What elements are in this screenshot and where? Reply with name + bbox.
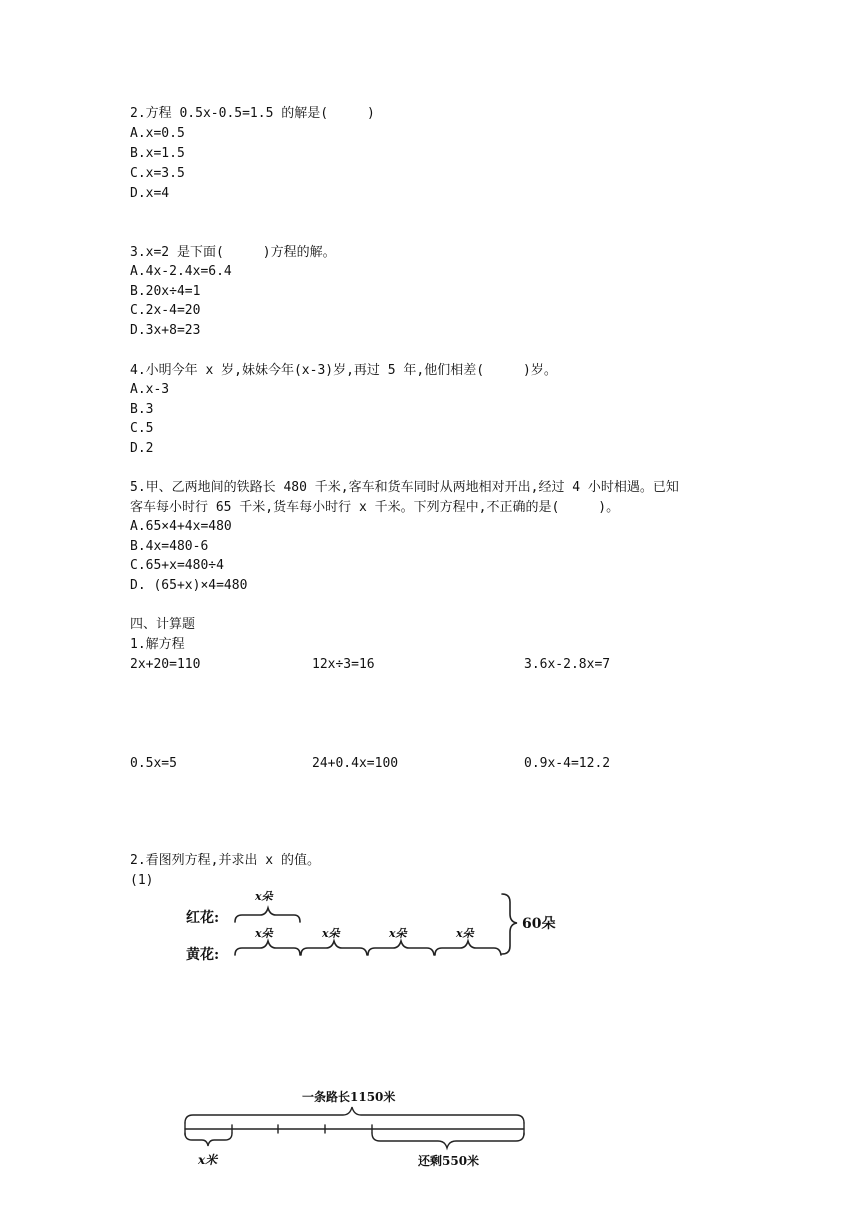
yellow-brace-3: [368, 941, 434, 955]
road-diagram: [180, 1085, 540, 1170]
subsection-diagram-equations: 2.看图列方程,并求出 x 的值。: [130, 853, 320, 868]
equation-2: 12x÷3=16: [312, 657, 375, 672]
subsection-solve-equations: 1.解方程: [130, 637, 185, 652]
total-brace: [502, 894, 517, 954]
question-5-option-b: B.4x=480-6: [130, 539, 209, 554]
question-5-stem-line-2: 客车每小时行 65 千米,货车每小时行 x 千米。下列方程中,不正确的是( )。: [130, 500, 620, 515]
question-3-stem: 3.x=2 是下面( )方程的解。: [130, 245, 336, 260]
red-flower-label: 红花:: [186, 910, 220, 926]
equation-1: 2x+20=110: [130, 657, 201, 672]
yellow-unit-label-2: x朵: [322, 927, 340, 940]
total-label: 60朵: [522, 916, 556, 932]
question-2-option-c: C.x=3.5: [130, 166, 185, 181]
question-5-option-d: D. (65+x)×4=480: [130, 578, 248, 593]
question-5-stem-line-1: 5.甲、乙两地间的铁路长 480 千米,客车和货车同时从两地相对开出,经过 4 小时相遇。已知: [130, 480, 679, 495]
remaining-label: 还剩550米: [418, 1154, 480, 1168]
x-meter-brace: [185, 1133, 232, 1146]
question-4-option-c: C.5: [130, 421, 154, 436]
question-5-option-c: C.65+x=480÷4: [130, 558, 224, 573]
equation-5: 24+0.4x=100: [312, 756, 399, 771]
red-brace: [235, 908, 300, 922]
question-4-option-d: D.2: [130, 441, 154, 456]
question-3-option-b: B.20x÷4=1: [130, 284, 201, 299]
yellow-flower-label: 黄花:: [186, 947, 220, 963]
question-4-stem: 4.小明今年 x 岁,妹妹今年(x-3)岁,再过 5 年,他们相差( )岁。: [130, 363, 557, 378]
question-4-option-a: A.x-3: [130, 382, 170, 397]
flower-diagram: [180, 880, 580, 970]
yellow-brace-4: [435, 941, 501, 955]
part-1-label: (1): [130, 873, 154, 888]
question-3-option-d: D.3x+8=23: [130, 323, 201, 338]
question-3-option-c: C.2x-4=20: [130, 303, 201, 318]
total-length-brace: [185, 1107, 524, 1123]
equation-3: 3.6x-2.8x=7: [524, 657, 611, 672]
remaining-brace: [372, 1133, 524, 1148]
total-length-label: 一条路长1150米: [302, 1090, 396, 1104]
equation-6: 0.9x-4=12.2: [524, 756, 611, 771]
yellow-unit-label-3: x朵: [389, 927, 407, 940]
yellow-brace-2: [301, 941, 367, 955]
question-5-option-a: A.65×4+4x=480: [130, 519, 232, 534]
equation-4: 0.5x=5: [130, 756, 177, 771]
yellow-unit-label-1: x朵: [255, 927, 273, 940]
question-2-option-d: D.x=4: [130, 186, 170, 201]
red-unit-label: x朵: [255, 890, 273, 903]
yellow-brace-1: [235, 941, 300, 955]
question-2-option-a: A.x=0.5: [130, 126, 185, 141]
x-meter-label: x米: [198, 1153, 218, 1167]
yellow-unit-label-4: x朵: [456, 927, 474, 940]
question-4-option-b: B.3: [130, 402, 154, 417]
question-2-stem: 2.方程 0.5x-0.5=1.5 的解是( ): [130, 106, 375, 121]
section-heading: 四、计算题: [130, 617, 196, 632]
question-3-option-a: A.4x-2.4x=6.4: [130, 264, 232, 279]
question-2-option-b: B.x=1.5: [130, 146, 185, 161]
